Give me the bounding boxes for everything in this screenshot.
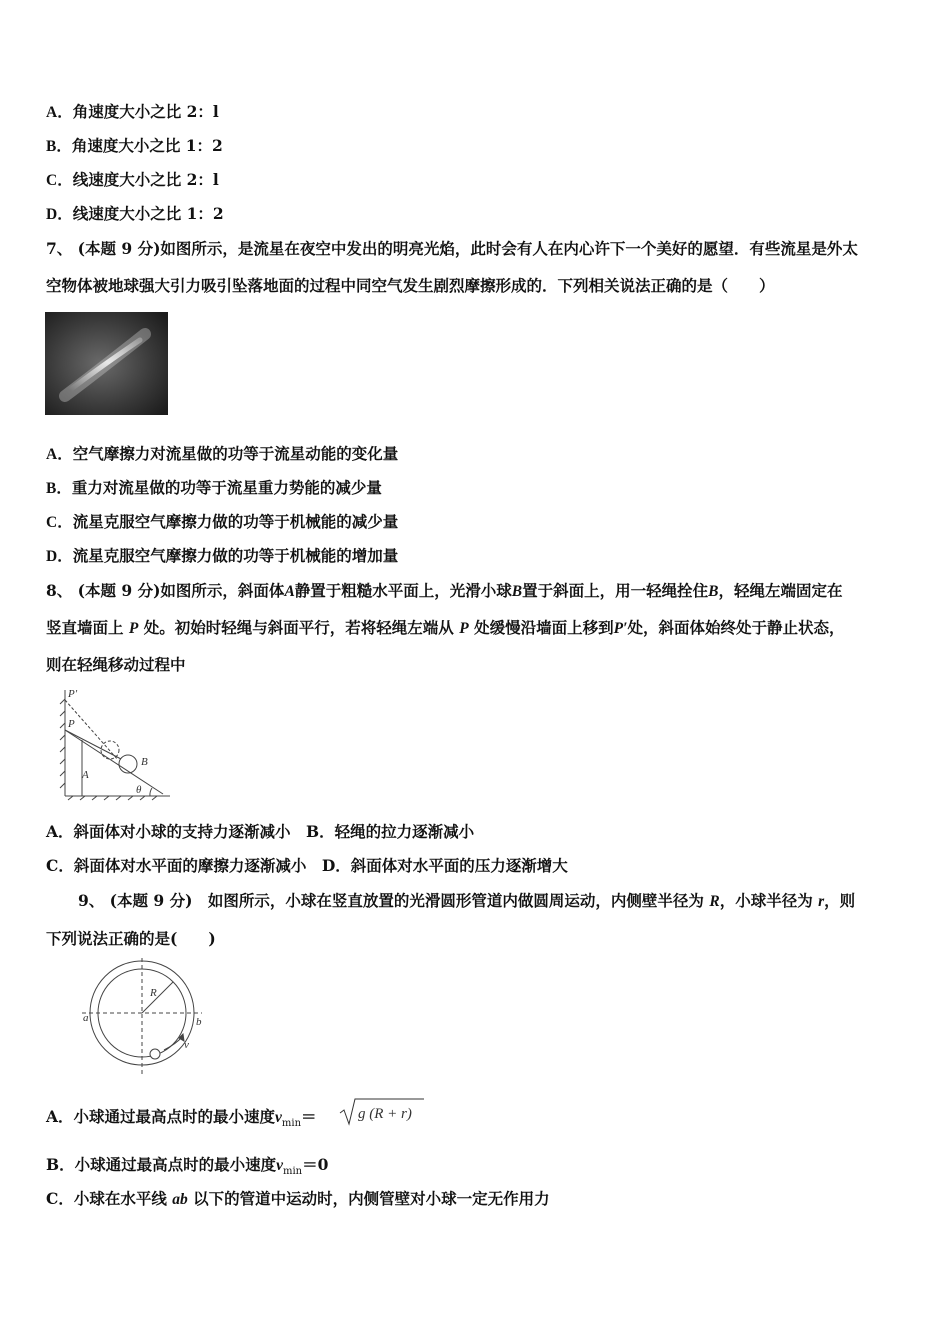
q6-option-d: D．线速度大小之比 1：2 [46,204,224,223]
q8-stem-line1: 8、 (本题 9 分)如图所示，斜面体A静置于粗糙水平面上，光滑小球B置于斜面上，用一轻绳拴住B，轻绳左端固定在 [46,581,843,600]
q9-option-a: A．小球通过最高点时的最小速度$v_{min}=$ [46,1107,317,1130]
q8-stem-line2: 竖直墙面上 P 处。初始时轻绳与斜面平行，若将轻绳左端从 P 处缓慢沿墙面上移到P′处，斜面体始终处于静止状态， [46,618,845,637]
sqrt-formula [338,1097,428,1127]
q8-options-row1: A．斜面体对小球的支持力逐渐减小 B．轻绳的拉力逐渐减小 [46,822,475,841]
q9-stem-line1: 9、 (本题 9 分) 如图所示，小球在竖直放置的光滑圆形管道内做圆周运动，内侧壁半径为 R，小球半径为 r，则 [78,891,856,910]
q6-option-b: B．角速度大小之比 1：2 [46,136,223,155]
incline-diagram [58,684,176,802]
label-b-point: b [196,1016,202,1028]
label-p-prime: P′ [68,688,78,700]
q9-option-c: C．小球在水平线 ab 以下的管道中运动时，内侧管壁对小球一定无作用力 [46,1189,550,1208]
q7-stem-line2: 空物体被地球强大引力吸引坠落地面的过程中同空气发生剧烈摩擦形成的．下列相关说法正确的是（ ） [46,276,775,295]
label-theta: θ [136,784,142,796]
q7-stem-line1: 7、 (本题 9 分)如图所示，是流星在夜空中发出的明亮光焰，此时会有人在内心许下一个美好的愿望．有些流星是外太 [46,239,858,258]
label-b: B [141,756,148,768]
label-a-point: a [83,1012,89,1024]
q9-stem-line2: 下列说法正确的是( ) [46,929,216,948]
q7-option-c: C．流星克服空气摩擦力做的功等于机械能的减少量 [46,512,399,531]
q9-option-b: B．小球通过最高点时的最小速度$v_{min}=0$ [46,1155,329,1178]
q7-option-a: A．空气摩擦力对流星做的功等于流星动能的变化量 [46,444,399,463]
sqrt-formula-text: g (R + r) [358,1106,412,1122]
circular-tube-diagram [80,958,210,1078]
q8-stem-line3: 则在轻绳移动过程中 [46,655,186,674]
q7-option-b: B．重力对流星做的功等于流星重力势能的减少量 [46,478,382,497]
label-velocity: v [184,1039,189,1051]
q8-options-row2: C．斜面体对水平面的摩擦力逐渐减小 D．斜面体对水平面的压力逐渐增大 [46,856,568,875]
label-p: P [68,718,75,730]
q6-option-c: C．线速度大小之比 2：l [46,170,219,189]
q7-option-d: D．流星克服空气摩擦力做的功等于机械能的增加量 [46,546,399,565]
meteor-photo [45,312,168,415]
label-radius: R [150,987,157,999]
label-a: A [82,769,89,781]
q6-option-a: A．角速度大小之比 2：l [46,102,219,121]
